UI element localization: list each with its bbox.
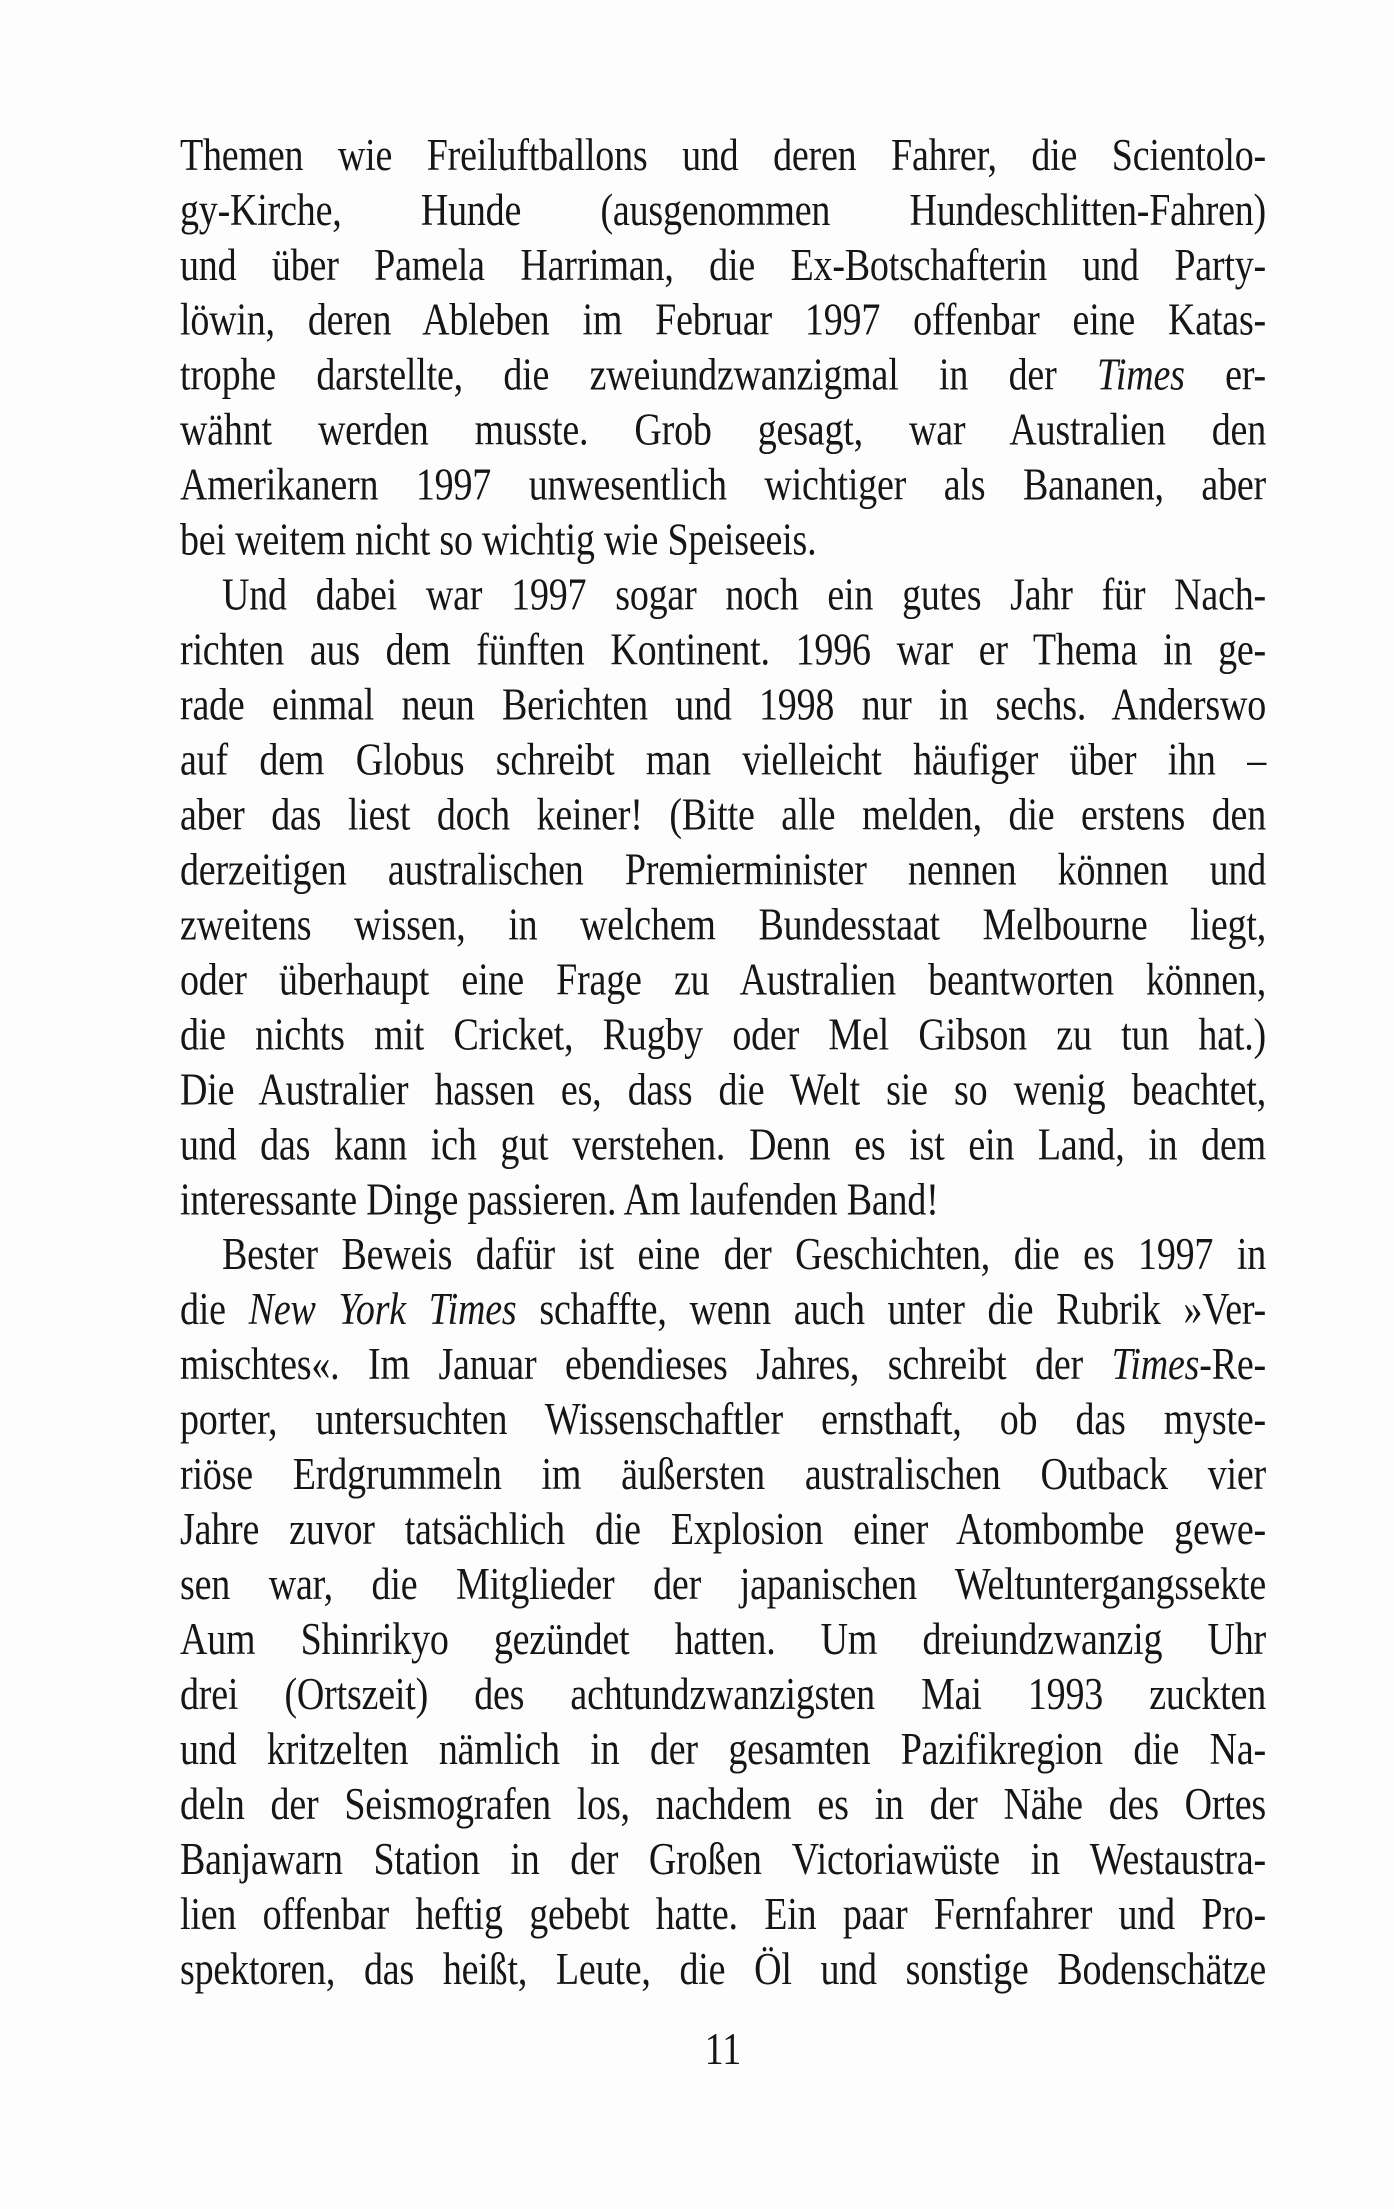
text-line: [180, 843, 1266, 898]
text-line: [180, 1447, 1266, 1502]
text-segment: zweitens wissen, in welchem Bundesstaat Melbourne liegt,: [180, 899, 1266, 951]
text-segment: -Re-: [1199, 1339, 1266, 1390]
text-segment: oder überhaupt eine Frage zu Australien beantworten können,: [180, 954, 1266, 1006]
text-segment: trophe darstellte, die zweiundzwanzigmal in der: [180, 350, 1098, 401]
text-line: [180, 403, 1266, 458]
text-segment: die nichts mit Cricket, Rugby oder Mel Gibson zu tun hat.): [180, 1009, 1266, 1061]
text-segment: er-: [1184, 350, 1266, 401]
text-line: [180, 458, 1266, 513]
text-line: [180, 1777, 1266, 1832]
text-line: [180, 898, 1266, 953]
text-segment: mischtes«. Im Januar ebendieses Jahres, schreibt der: [180, 1339, 1112, 1390]
text-segment: rade einmal neun Berichten und 1998 nur in sechs. Anderswo: [180, 680, 1266, 731]
text-segment: riöse Erdgrummeln im äußersten australischen Outback vier: [180, 1449, 1266, 1500]
text-line: [180, 1942, 1266, 1997]
text-line: [180, 238, 1266, 293]
text-line: [180, 1502, 1266, 1557]
text-line: [180, 1832, 1266, 1887]
text-segment: derzeitigen australischen Premierminister nennen können und: [180, 845, 1266, 896]
text-line: [180, 128, 1266, 183]
text-line: [180, 623, 1266, 678]
text-line: [180, 1612, 1266, 1667]
text-line: [180, 1887, 1266, 1942]
text-segment: Aum Shinrikyo gezündet hatten. Um dreiundzwanzig Uhr: [180, 1614, 1266, 1665]
body-text: [180, 128, 1266, 1997]
text-segment: Jahre zuvor tatsächlich die Explosion einer Atombombe gewe-: [180, 1504, 1266, 1555]
text-line: [180, 513, 1266, 568]
text-line: [180, 1722, 1266, 1777]
text-line: [180, 1008, 1266, 1063]
text-segment: Die Australier hassen es, dass die Welt sie so wenig beachtet,: [180, 1064, 1266, 1116]
text-line: [180, 183, 1266, 238]
text-line: [180, 293, 1266, 348]
text-segment: Amerikanern 1997 unwesentlich wichtiger als Bananen, aber: [180, 460, 1266, 511]
text-line: [180, 733, 1266, 788]
text-segment: schaffte, wenn auch unter die Rubrik »Ver-: [516, 1284, 1267, 1335]
text-segment: Und dabei war 1997 sogar noch ein gutes Jahr für Nach-: [222, 570, 1266, 621]
text-line: [180, 1337, 1266, 1392]
text-line: [180, 1282, 1266, 1337]
text-segment: interessante Dinge passieren. Am laufenden Band!: [180, 1174, 939, 1226]
text-segment: porter, untersuchten Wissenschaftler ernsthaft, ob das myste-: [180, 1394, 1266, 1445]
text-line: [180, 1172, 1266, 1227]
text-segment: Themen wie Freiluftballons und deren Fahrer, die Scientolo-: [180, 130, 1266, 181]
text-line: [180, 1667, 1266, 1722]
text-segment: lien offenbar heftig gebebt hatte. Ein paar Fernfahrer und Pro-: [180, 1889, 1266, 1940]
text-segment: richten aus dem fünften Kontinent. 1996 war er Thema in ge-: [180, 625, 1266, 676]
text-segment: sen war, die Mitglieder der japanischen Weltuntergangssekte: [180, 1559, 1266, 1610]
text-segment: wähnt werden musste. Grob gesagt, war Australien den: [180, 405, 1266, 456]
text-segment: aber das liest doch keiner! (Bitte alle melden, die erstens den: [180, 790, 1266, 841]
page-number: 11: [704, 2024, 742, 2075]
text-segment: Bester Beweis dafür ist eine der Geschichten, die es 1997 in: [222, 1229, 1266, 1280]
text-segment: deln der Seismografen los, nachdem es in der Nähe des Ortes: [180, 1779, 1266, 1830]
text-segment: auf dem Globus schreibt man vielleicht häufiger über ihn –: [180, 735, 1266, 786]
text-line: [180, 568, 1266, 623]
text-segment: Banjawarn Station in der Großen Victoriawüste in Westaustra-: [180, 1834, 1266, 1885]
text-line: [180, 1557, 1266, 1612]
text-segment: und das kann ich gut verstehen. Denn es ist ein Land, in dem: [180, 1119, 1266, 1171]
text-line: [180, 348, 1266, 403]
text-line: [180, 1062, 1266, 1117]
text-segment: drei (Ortszeit) des achtundzwanzigsten Mai 1993 zuckten: [180, 1669, 1266, 1720]
italic-text-segment: Times: [1097, 350, 1185, 401]
italic-text-segment: New York Times: [248, 1284, 517, 1335]
text-line: [180, 788, 1266, 843]
text-line: [180, 1227, 1266, 1282]
text-segment: bei weitem nicht so wichtig wie Speiseeis.: [180, 515, 817, 566]
text-segment: spektoren, das heißt, Leute, die Öl und sonstige Bodenschätze: [180, 1944, 1266, 1995]
text-line: [180, 1392, 1266, 1447]
italic-text-segment: Times: [1111, 1339, 1200, 1390]
text-segment: und über Pamela Harriman, die Ex-Botschafterin und Party-: [180, 240, 1266, 291]
text-line: [180, 1117, 1266, 1172]
text-line: [180, 678, 1266, 733]
text-segment: löwin, deren Ableben im Februar 1997 offenbar eine Katas-: [180, 295, 1266, 346]
text-line: [180, 953, 1266, 1008]
text-segment: die: [180, 1284, 249, 1335]
text-segment: und kritzelten nämlich in der gesamten Pazifikregion die Na-: [180, 1724, 1266, 1775]
text-segment: gy-Kirche, Hunde (ausgenommen Hundeschlitten-Fahren): [180, 185, 1266, 236]
